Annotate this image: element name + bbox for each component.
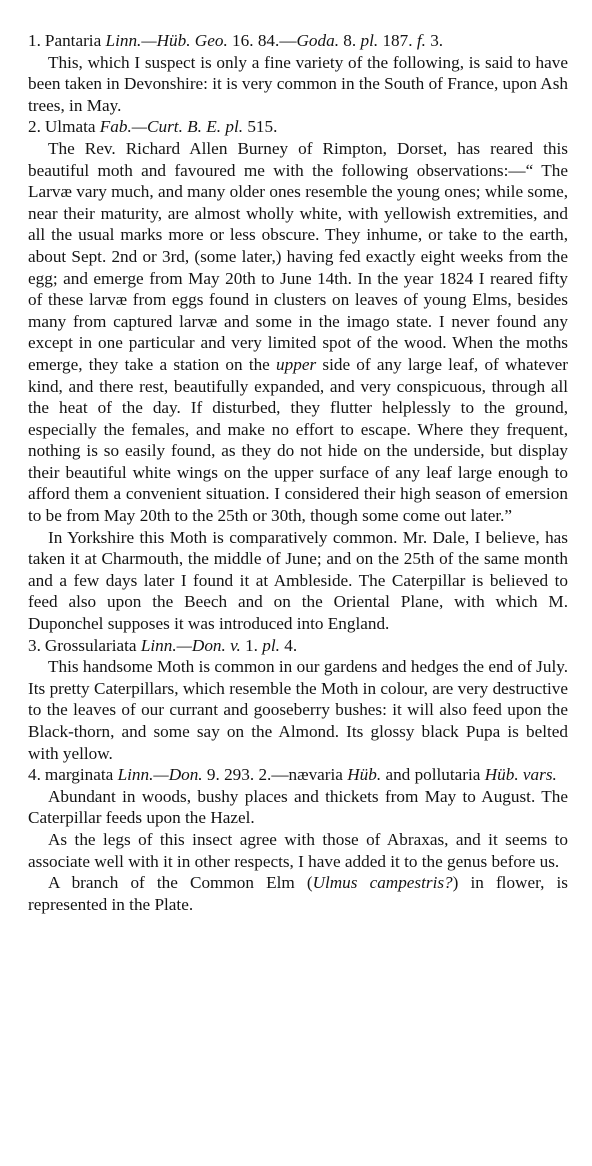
entry-paragraph	[28, 527, 568, 635]
text-run: and pollutaria	[381, 765, 485, 785]
italic-text-run: Hüb.	[347, 765, 382, 785]
italic-text-run: Goda.	[296, 31, 339, 50]
species-entry	[28, 116, 568, 634]
italic-text-run: pl.	[262, 635, 280, 655]
text-run: Pantaria	[44, 31, 106, 50]
entry-number: 4.	[28, 765, 41, 785]
text-run: In Yorkshire this Moth is comparatively common. Mr. Dale, I believe, has taken it at Charmouth, the middle of June; and on the 25th of the same month and a few days later I found it at Ambleside. The Caterpillar is believed to feed also upon the Beech and on the Oriental Plane, with which M. Duponchel supposes it was introduced into England.	[28, 527, 568, 634]
text-run: 515.	[243, 117, 278, 137]
text-run: 4.	[279, 635, 298, 655]
text-run: 9. 293. 2.—nævaria	[202, 765, 348, 785]
entry-heading	[28, 764, 568, 786]
italic-text-run: f.	[416, 31, 426, 50]
text-run: Grossulariata	[44, 635, 141, 655]
entry-paragraph	[28, 872, 568, 915]
entry-heading	[28, 635, 568, 657]
text-run: This, which I suspect is only a fine variety of the following, is said to have been taken in Devonshire: it is very common in the South of France, upon Ash trees, in May.	[28, 52, 568, 115]
italic-text-run: Ulmus campestris?	[312, 873, 453, 893]
text-run: 1.	[240, 635, 263, 655]
text-run: marginata	[44, 765, 118, 785]
text-run: side of any large leaf, of whatever kind, and there rest, beautifully expanded, and very conspicuous, through all the heat of the day. If disturbed, they flutter helplessly to the ground, especially the females, and make no effort to escape. Where they frequent, nothing is so easily found, as they do not hide on the underside, but display their beautiful white wings on the upper surface of any leaf large enough to afford them a convenient situation. I considered their high season of emersion to be from May 20th to the 25th or 30th, though some come out later.”	[28, 354, 568, 526]
document-page	[28, 30, 568, 915]
entry-paragraph	[28, 786, 568, 829]
italic-text-run: pl.	[360, 31, 379, 50]
species-entry	[28, 764, 568, 915]
entry-number: 1.	[28, 31, 41, 50]
italic-text-run: Fab.—Curt. B. E. pl.	[99, 117, 244, 137]
text-run: Ulmata	[44, 117, 100, 137]
entry-number: 2.	[28, 117, 41, 137]
entry-heading	[28, 116, 568, 138]
text-run: Abundant in woods, bushy places and thickets from May to August. The Caterpillar feeds upon the Hazel.	[28, 786, 568, 828]
species-entry	[28, 635, 568, 765]
text-run: ) in flower, is represented in the Plate.	[28, 873, 568, 914]
italic-text-run: Hüb. vars.	[484, 765, 557, 785]
italic-text-run: Linn.—Hüb. Geo.	[105, 31, 228, 50]
entry-heading	[28, 30, 568, 52]
species-entry	[28, 30, 568, 116]
text-run: A branch of the Common Elm (	[48, 873, 313, 893]
text-run: This handsome Moth is common in our gardens and hedges the end of July. Its pretty Caterpillars, which resemble the Moth in colour, are very destructive to the leaves of our currant and gooseberry bushes: it will also feed upon the Black-thorn, and some say on the Almond. Its glossy black Pupa is belted with yellow.	[28, 657, 568, 763]
entry-paragraph	[28, 829, 568, 872]
italic-text-run: Linn.—Don. v.	[140, 635, 241, 655]
entry-paragraph	[28, 138, 568, 527]
entry-paragraph	[28, 656, 568, 764]
entry-paragraph	[28, 52, 568, 117]
species-entries	[28, 30, 568, 915]
text-run: 8.	[339, 31, 361, 50]
italic-text-run: upper	[276, 354, 317, 374]
text-run: 3.	[425, 31, 444, 50]
text-run: 187.	[378, 31, 417, 50]
text-run: 16. 84.—	[227, 31, 297, 50]
entry-number: 3.	[28, 635, 41, 655]
text-run: As the legs of this insect agree with those of Abraxas, and it seems to associate well with it in other respects, I have added it to the genus before us.	[28, 829, 568, 871]
text-run: The Rev. Richard Allen Burney of Rimpton, Dorset, has reared this beautiful moth and favoured me with the following observations:—“ The Larvæ vary much, and many older ones resemble the young ones; while some, near their maturity, are almost wholly white, with yellowish extremities, and all the usual marks more or less obscure. They inhume, or take to the earth, about Sept. 2nd or 3rd, (some later,) having fed exactly eight weeks from the egg; and emerge from May 20th to June 14th. In the year 1824 I reared fifty of these larvæ from eggs found in clusters on leaves of young Elms, besides many from captured larvæ and some in the imago state. I never found any except in one particular and very limited spot of the wood. When the moths emerge, they take a station on the	[28, 138, 568, 374]
italic-text-run: Linn.—Don.	[117, 765, 203, 785]
